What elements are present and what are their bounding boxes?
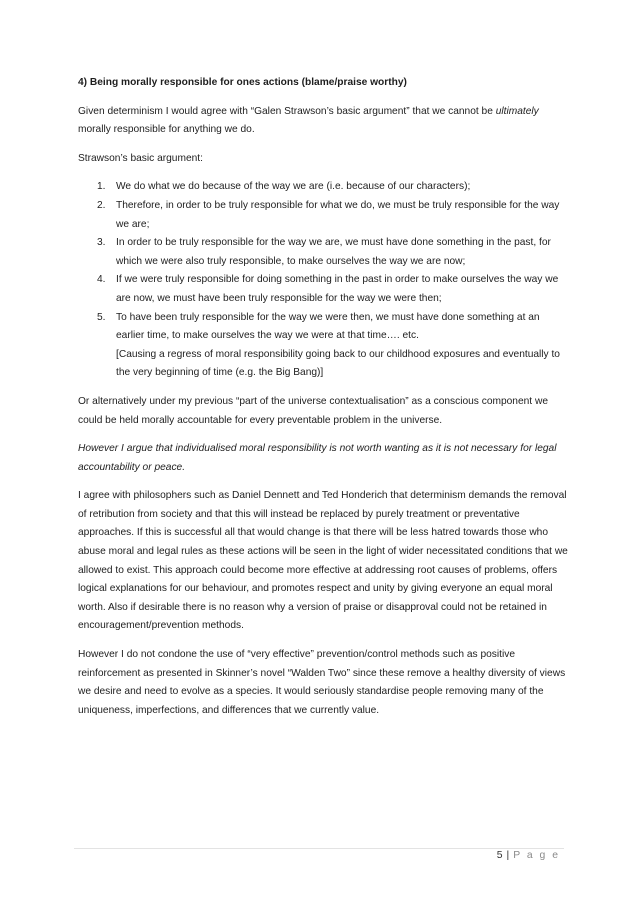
list-item-number: 4. [97,274,106,286]
list-item-text: If we were truly responsible for doing something in the past in order to make ourselves the way we are now, we must have been truly responsible for the way we were then; [116,274,559,304]
footer-divider [74,848,564,849]
page-label: P a g e [513,850,560,861]
paragraph-thesis: However I argue that individualised moral responsibility is not worth wanting as it is not necessary for legal accountability or peace. [78,443,557,473]
list-item [78,197,568,234]
list-item-text: Therefore, in order to be truly responsible for what we do, we must be truly responsible for the way we are; [116,199,560,230]
list-item [78,178,568,197]
paragraph-intro [78,103,568,140]
footer-separator: | [506,850,510,861]
paragraph-argument-title: Strawson’s basic argument: [78,152,203,164]
list-note: [Causing a regress of moral responsibility going back to our childhood exposures and eventually to the very beginning of time (e.g. the Big Bang)] [116,348,560,379]
list-item-number: 2. [97,199,106,211]
paragraph-philosophers: I agree with philosophers such as Daniel Dennett and Ted Honderich that determinism demands the removal of retribution from society and that this will instead be replaced by purely treatment or preventative approaches. If this is successful all that would change is that there will be less hatred towards those who abuse moral and legal rules as these actions will be seen in the light of wider necessitated conditions that we allowed to exist. This approach could become more effective at addressing root causes of problems, offers logical explanations for our behaviour, and promotes respect and unity by giving everyone an equal moral worth. Also if desirable there is no reason why a version of praise or disapproval could not be retained in encouragement/prevention methods. [78,490,568,632]
list-item-text: We do what we do because of the way we are (i.e. because of our characters); [116,181,471,193]
list-item [78,234,568,271]
list-item-text: In order to be truly responsible for the way we are, we must have done something in the past, for which we were also truly responsible, to make ourselves the way we are now; [116,237,551,267]
argument-list [78,178,568,345]
section-heading: 4) Being morally responsible for ones actions (blame/praise worthy) [78,77,407,88]
list-item [78,309,568,346]
list-item-number: 5. [97,311,106,323]
paragraph-intro-text-b: morally responsible for anything we do. [78,124,255,136]
paragraph-skinner: However I do not condone the use of “very effective” prevention/control methods such as positive reinforcement as presented in Skinner’s novel “Walden Two” since these remove a healthy diversity of views we desire and need to evolve as a species. It would seriously standardise people removing many of the uniqueness, imperfections, and differences that we currently value. [78,649,566,716]
document-body [78,74,568,730]
paragraph-alternative: Or alternatively under my previous “part of the universe contextualisation” as a conscious component we could be held morally accountable for every preventable problem in the universe. [78,395,548,426]
list-item [78,271,568,308]
page-number: 5 [496,850,503,861]
list-item-text: To have been truly responsible for the way we were then, we must have done something at an earlier time, to make ourselves the way we were at that time…. etc. [116,311,540,342]
list-item-number: 3. [97,237,106,249]
paragraph-intro-text-a: Given determinism I would agree with “Galen Strawson’s basic argument” that we cannot be [78,105,496,117]
list-item-number: 1. [97,181,106,193]
paragraph-intro-emphasis: ultimately [495,105,539,117]
page-footer [497,850,560,861]
